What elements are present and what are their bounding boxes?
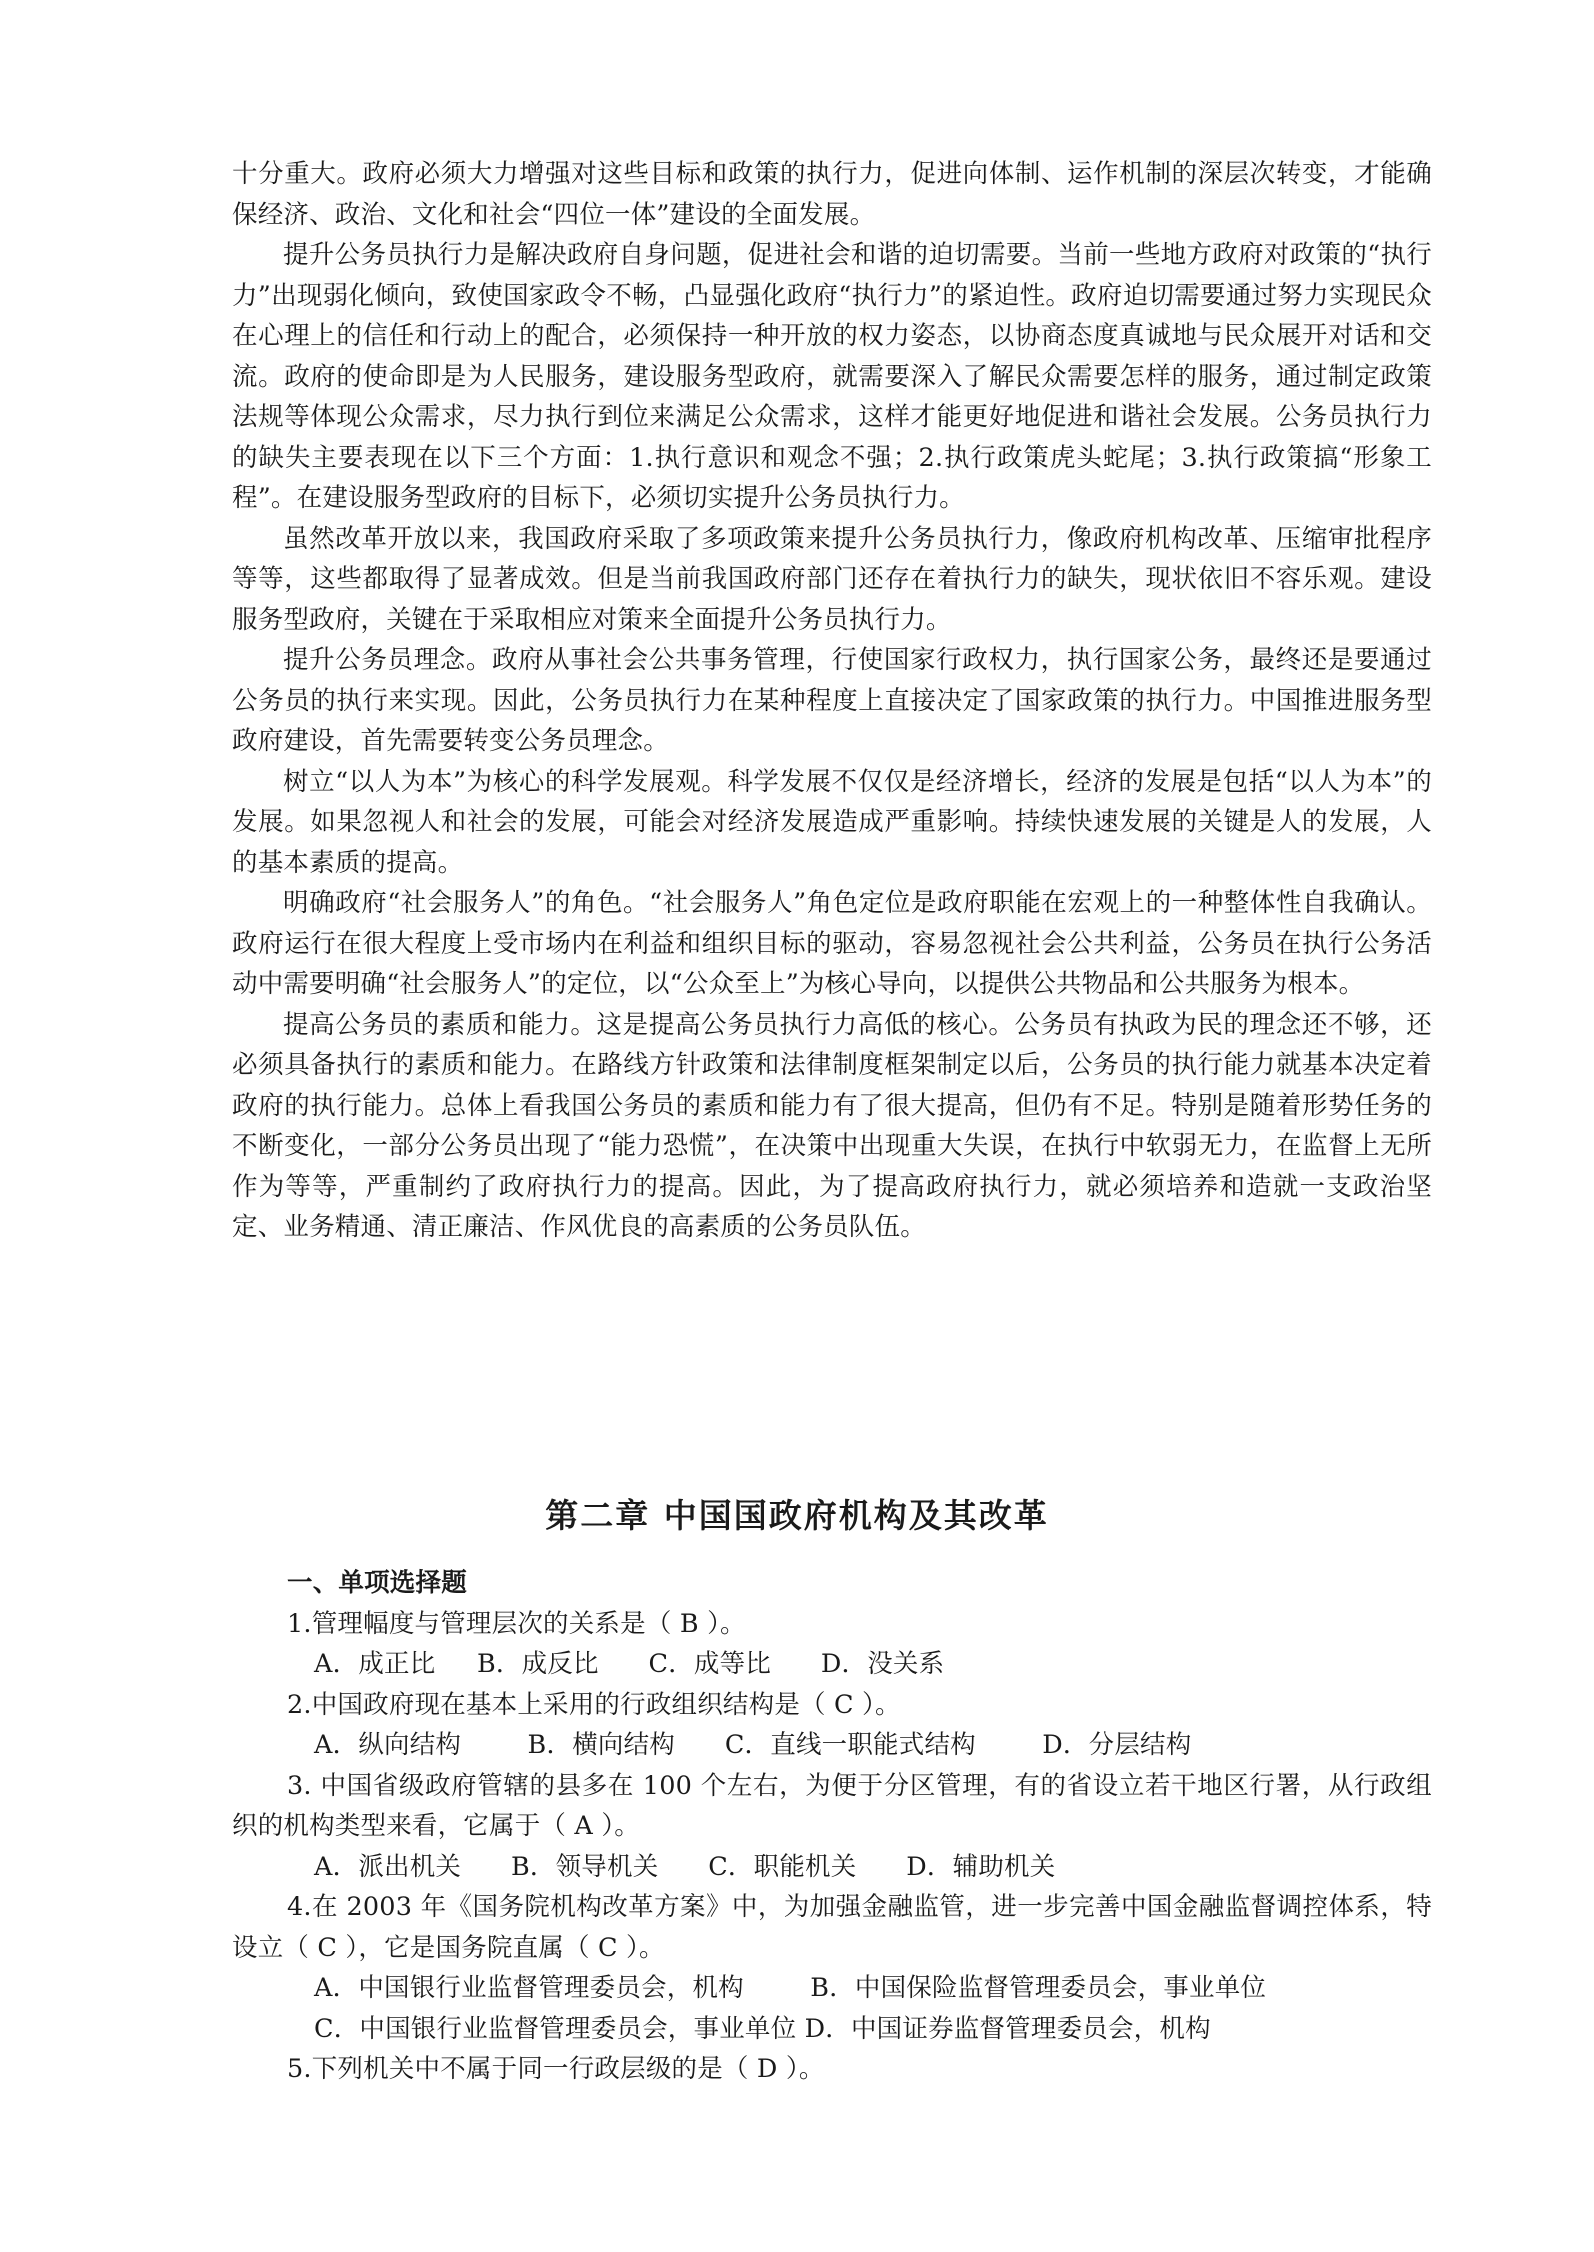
chapter-title: 第二章 中国国政府机构及其改革 — [545, 1496, 1049, 1535]
question-5: 5.下列机关中不属于同一行政层级的是（ D ）。 — [287, 2054, 825, 2084]
paragraph-2: 提升公务员执行力是解决政府自身问题，促进社会和谐的迫切需要。当前一些地方政府对政策的“执行力”出现弱化倾向，致使国家政令不畅，凸显强化政府“执行力”的紧迫性。政府迫切需要通过努力实现民众在心理上的信任和行动上的配合，必须保持一种开放的权力姿态，以协商态度真诚地与民众展开对话和交流。政府的使命即是为人民服务，建设服务型政府，就需要深入了解民众需要怎样的服务，通过制定政策法规等体现公众需求，尽力执行到位来满足公众需求，这样才能更好地促进和谐社会发展。公务员执行力的缺失主要表现在以下三个方面：1.执行意识和观念不强；2.执行政策虎头蛇尾；3.执行政策搞“形象工程”。在建设服务型政府的目标下，必须切实提升公务员执行力。 — [232, 240, 1432, 513]
question-3-options: A．派出机关 B．领导机关 C．职能机关 D．辅助机关 — [314, 1851, 1056, 1882]
question-3: 3. 中国省级政府管辖的县多在 100 个左右，为便于分区管理，有的省设立若干地区行署，从行政组织的机构类型来看，它属于（ A ）。 — [232, 1770, 1432, 1841]
question-1-options: A．成正比 B．成反比 C．成等比 D．没关系 — [314, 1649, 945, 1679]
question-2: 2.中国政府现在基本上采用的行政组织结构是（ C ）。 — [287, 1689, 901, 1720]
question-4-options-row-1: A．中国银行业监督管理委员会，机构 B．中国保险监督管理委员会，事业单位 — [314, 1973, 1267, 2003]
section-heading: 一、单项选择题 — [287, 1568, 467, 1598]
question-section — [232, 1563, 1432, 2090]
question-1: 1.管理幅度与管理层次的关系是（ B ）。 — [287, 1608, 746, 1639]
paragraph-5: 树立“以人为本”为核心的科学发展观。科学发展不仅仅是经济增长，经济的发展是包括“以人为本”的发展。如果忽视人和社会的发展，可能会对经济发展造成严重影响。持续快速发展的关键是人的发展，人的基本素质的提高。 — [232, 766, 1432, 878]
question-4-options-row-2: C．中国银行业监督管理委员会，事业单位 D．中国证券监督管理委员会，机构 — [314, 2013, 1211, 2044]
paragraph-6: 明确政府“社会服务人”的角色。“社会服务人”角色定位是政府职能在宏观上的一种整体性自我确认。政府运行在很大程度上受市场内在利益和组织目标的驱动，容易忽视社会公共利益，公务员在执行公务活动中需要明确“社会服务人”的定位，以“公众至上”为核心导向，以提供公共物品和公共服务为根本。 — [232, 888, 1432, 999]
paragraph-1: 十分重大。政府必须大力增强对这些目标和政策的执行力，促进向体制、运作机制的深层次转变，才能确保经济、政治、文化和社会“四位一体”建设的全面发展。 — [232, 159, 1432, 230]
question-4: 4.在 2003 年《国务院机构改革方案》中，为加强金融监管，进一步完善中国金融监督调控体系，特设立（ C ），它是国务院直属（ C ）。 — [232, 1892, 1432, 1963]
paragraph-3: 虽然改革开放以来，我国政府采取了多项政策来提升公务员执行力，像政府机构改革、压缩审批程序等等，这些都取得了显著成效。但是当前我国政府部门还存在着执行力的缺失，现状依旧不容乐观。建设服务型政府，关键在于采取相应对策来全面提升公务员执行力。 — [232, 523, 1432, 635]
body-text — [232, 154, 1432, 1248]
question-2-options: A．纵向结构 B．横向结构 C．直线一职能式结构 D．分层结构 — [314, 1730, 1192, 1760]
paragraph-4: 提升公务员理念。政府从事社会公共事务管理，行使国家行政权力，执行国家公务，最终还是要通过公务员的执行来实现。因此，公务员执行力在某种程度上直接决定了国家政策的执行力。中国推进服务型政府建设，首先需要转变公务员理念。 — [232, 645, 1432, 756]
paragraph-7: 提高公务员的素质和能力。这是提高公务员执行力高低的核心。公务员有执政为民的理念还不够，还必须具备执行的素质和能力。在路线方针政策和法律制度框架制定以后，公务员的执行能力就基本决定着政府的执行能力。总体上看我国公务员的素质和能力有了很大提高，但仍有不足。特别是随着形势任务的不断变化，一部分公务员出现了“能力恐慌”，在决策中出现重大失误，在执行中软弱无力，在监督上无所作为等等，严重制约了政府执行力的提高。因此，为了提高政府执行力，就必须培养和造就一支政治坚定、业务精通、清正廉洁、作风优良的高素质的公务员队伍。 — [232, 1009, 1432, 1242]
